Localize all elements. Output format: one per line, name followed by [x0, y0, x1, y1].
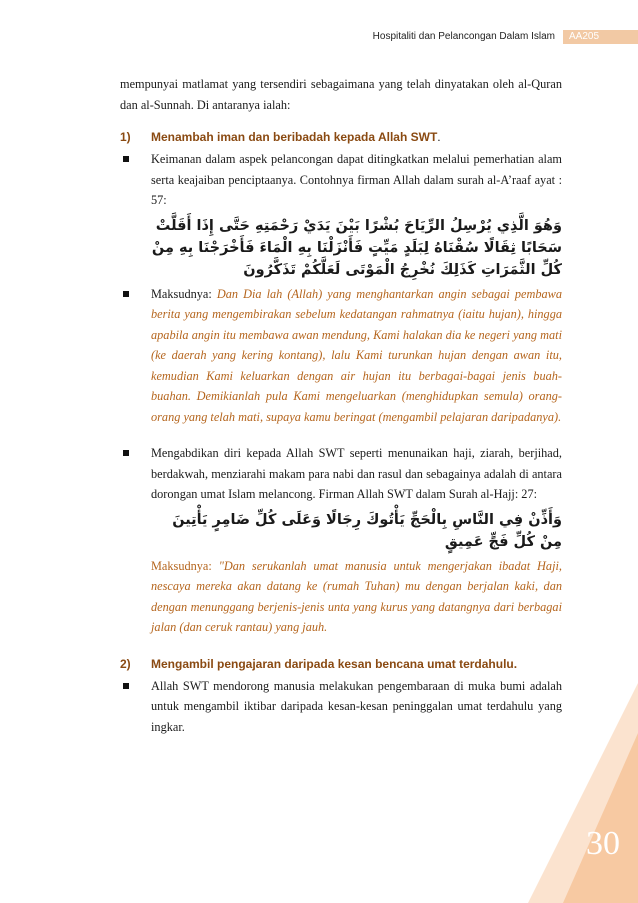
- meaning-paragraph: [120, 556, 562, 638]
- page-header: [0, 30, 638, 44]
- section-2-heading: [120, 654, 562, 674]
- meaning-text: Dan Dia lah (Allah) yang menghantarkan angin sebagai pembawa berita yang mengembirakan sebelum kedatangan rahmatnya (iaitu hujan), hingga apabila angin itu membawa awan mendung, Kami halakan dia ke negeri yang mati (ke daerah yang kering kontang), lalu Kami turunkan hujan dengan awan itu, kemudian Kami keluarkan dengan air hujan itu berbagai-bagai jenis buah-buahan. Demikianlah pula Kami mengeluarkan (menghidupkan semula) orang-orang yang telah mati, supaya kamu beringat (mengambil pelajaran daripadanya).: [151, 286, 562, 424]
- square-bullet-icon: [123, 156, 129, 162]
- bullet-text: Mengabdikan diri kepada Allah SWT seperti menunaikan haji, ziarah, berjihad, berdakwah, menziarahi makam para nabi dan rasul dan sebagainya adalah di antara dorongan umat Islam melancong. Firman Allah SWT dalam Surah al-Hajj: 27:: [151, 446, 562, 501]
- bullet-item: [120, 149, 562, 211]
- corner-decoration-inner: [563, 733, 638, 903]
- section-1-number: 1): [120, 130, 131, 144]
- section-1-heading: 1) Menambah iman dan beribadah kepada Allah SWT.: [120, 127, 562, 147]
- square-bullet-icon: [123, 291, 129, 297]
- intro-paragraph: mempunyai matlamat yang tersendiri sebagaimana yang telah dinyatakan oleh al-Quran dan al-Sunnah. Di antaranya ialah:: [120, 77, 562, 112]
- bullet-text: Allah SWT mendorong manusia melakukan pengembaraan di muka bumi adalah untuk mengambil iktibar daripada kesan-kesan peninggalan umat terdahulu yang ingkar.: [151, 678, 562, 734]
- section-2-number: 2): [120, 656, 131, 671]
- section-1-title: Menambah iman dan beribadah kepada Allah SWT: [151, 130, 438, 144]
- bullet-text: Keimanan dalam aspek pelancongan dapat ditingkatkan melalui pemerhatian alam serta keajaiban penciptaanya. Contohnya firman Allah dalam surah al-A’raaf ayat : 57:: [151, 152, 562, 207]
- meaning-prefix: Maksudnya:: [151, 558, 219, 573]
- bullet-item-meaning: [120, 284, 562, 428]
- header-title: Hospitaliti dan Pelancongan Dalam Islam: [372, 31, 555, 42]
- meaning-prefix: Maksudnya:: [151, 286, 217, 301]
- meaning-text: "Dan serukanlah umat manusia untuk mengerjakan ibadat Haji, nescaya mereka akan datang ke (rumah Tuhan) mu dengan berjalan kaki, dan dengan menunggang berjenis-jenis unta yang kurus yang datangnya dari berbagai jalan (dan ceruk rantau) yang jauh.: [151, 558, 562, 634]
- square-bullet-icon: [123, 683, 129, 689]
- arabic-verse-al-araaf: وَهُوَ الَّذِي يُرْسِلُ الرِّيَاحَ بُشْرًا بَيْنَ يَدَيْ رَحْمَتِهِ حَتَّى إِذَا أَقَلَّتْ سَحَابًا ثِقَالًا سُقْنَاهُ لِبَلَدٍ مَيِّتٍ فَأَنْزَلْنَا بِهِ الْمَاءَ فَأَخْرَجْنَا بِهِ مِنْ كُلِّ الثَّمَرَاتِ كَذَلِكَ نُخْرِجُ الْمَوْتَى لَعَلَّكُمْ تَذَكَّرُونَ: [151, 217, 562, 278]
- header-course-code: AA205: [563, 30, 638, 44]
- square-bullet-icon: [123, 450, 129, 456]
- page-number: 30: [586, 825, 620, 862]
- page-content: [120, 74, 562, 737]
- bullet-item: [120, 443, 562, 505]
- section-2-title: Mengambil pengajaran daripada kesan bencana umat terdahulu.: [151, 656, 518, 671]
- bullet-item: [120, 676, 562, 738]
- arabic-verse-al-hajj: وَأَذِّنْ فِي النَّاسِ بِالْحَجِّ يَأْتُوكَ رِجَالًا وَعَلَى كُلِّ ضَامِرٍ يَأْتِينَ مِنْ كُلِّ فَجٍّ عَمِيقٍ: [172, 511, 562, 550]
